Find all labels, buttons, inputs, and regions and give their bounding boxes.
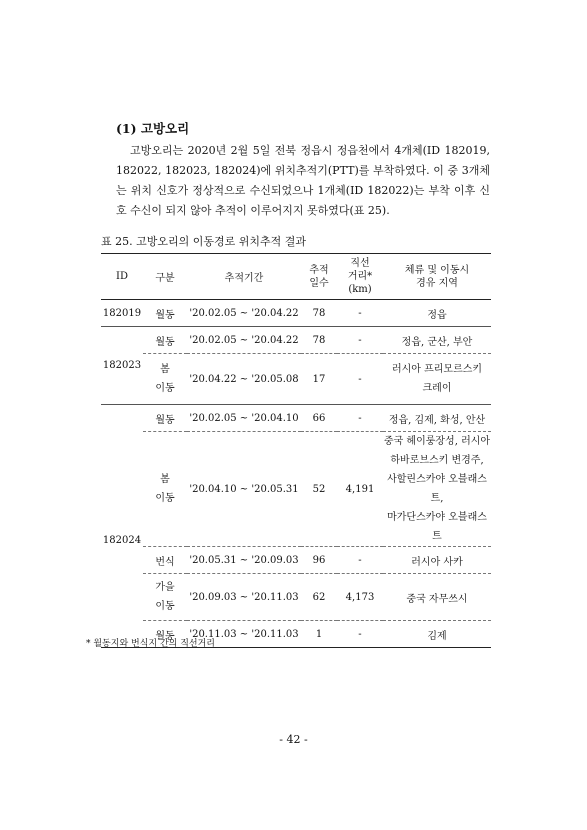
period-end: '20.04.22 [251, 307, 299, 319]
period-start: '20.11.03 [189, 628, 237, 640]
region-line: 마가단스카야 오블래스트 [387, 512, 487, 542]
body-paragraph: 고방오리는 2020년 2월 5일 전북 정읍시 정읍천에서 4개체(ID 182019, 182022, 182023, 182024)에 위치추적기(PTT)를 부착하였다. 이 중 3개체는 위치 신호가 정상적으로 수신되었으나 1개체(ID 182022)는 부착 이후 신호 수신이 되지 않아 추적이 이루어지지 못하였다(표 25). [116, 144, 490, 217]
distance-cell: 4,173 [337, 574, 383, 621]
header-period: 추적기간 [224, 273, 264, 284]
type-cell: 월동 [155, 414, 175, 426]
type-cell: 월동 [143, 621, 187, 648]
region-cell: 정읍 [427, 309, 447, 321]
period-end: '20.05.31 [251, 483, 299, 495]
distance-cell: - [358, 412, 362, 424]
region-cell [383, 354, 491, 405]
region-cell: 김제 [383, 621, 491, 648]
period-cell [187, 354, 301, 405]
distance-cell: - [358, 307, 362, 319]
header-distance [337, 254, 383, 300]
period-cell [187, 327, 301, 354]
id-cell: 182024 [102, 534, 142, 546]
tracking-results-table [101, 253, 491, 648]
type-cell [143, 354, 187, 405]
period-end: '20.11.03 [251, 628, 299, 640]
table-row [101, 327, 491, 354]
type-line: 이동 [155, 601, 175, 612]
header-distance-line: (km) [348, 284, 372, 295]
type-cell [143, 432, 187, 547]
period-cell [187, 574, 301, 621]
period-start: '20.02.05 [189, 334, 237, 346]
id-cell: 182023 [102, 360, 142, 371]
period-start: '20.02.05 [189, 412, 237, 424]
type-cell: 월동 [155, 336, 175, 348]
distance-cell: - [337, 354, 383, 405]
period-start: '20.04.22 [189, 373, 237, 385]
distance-cell: 4,191 [337, 432, 383, 547]
header-region-line: 경유 지역 [416, 277, 458, 289]
region-line: 중국 헤이룽장성, 러시아 [383, 436, 491, 447]
region-cell: 정읍, 군산, 부안 [401, 336, 473, 348]
days-cell: 96 [301, 547, 337, 574]
period-cell [187, 547, 301, 574]
period-start: '20.04.10 [189, 483, 237, 495]
region-cell: 정읍, 김제, 화성, 안산 [388, 414, 486, 426]
days-cell: 78 [312, 307, 326, 319]
region-cell: 중국 자무쓰시 [383, 574, 491, 621]
page-number: - 42 - [279, 733, 308, 746]
distance-cell: - [358, 334, 362, 346]
period-end: '20.05.08 [251, 373, 299, 385]
period-end: '20.04.22 [251, 334, 299, 346]
period-end: '20.04.10 [251, 412, 299, 424]
period-start: '20.05.31 [189, 554, 237, 566]
table-caption: 표 25. 고방오리의 이동경로 위치추적 결과 [101, 235, 306, 248]
period-start: '20.09.03 [189, 591, 237, 603]
type-cell: 월동 [155, 309, 175, 321]
table-footnote: * 월동지와 번식지 간의 직선거리 [86, 639, 215, 649]
type-line: 이동 [155, 383, 175, 394]
period-separator: ~ [239, 334, 249, 346]
region-cell [383, 432, 491, 547]
period-separator: ~ [239, 628, 249, 640]
table-row [101, 547, 491, 574]
days-cell: 1 [301, 621, 337, 648]
header-region-line: 체류 및 이동시 [404, 264, 470, 276]
table-row [101, 574, 491, 621]
type-cell: 번식 [143, 547, 187, 574]
type-cell [143, 574, 187, 621]
region-line: 하바로브스키 변경주, [390, 455, 484, 466]
distance-cell: - [337, 621, 383, 648]
table-row [101, 354, 491, 405]
header-id: ID [116, 271, 128, 282]
days-cell: 62 [301, 574, 337, 621]
period-separator: ~ [239, 412, 249, 424]
type-line: 이동 [155, 493, 175, 504]
period-cell [187, 432, 301, 547]
header-distance-line: 직선 [350, 258, 370, 269]
header-days-line: 추적 [309, 264, 329, 276]
region-line: 사할린스카야 오블래스트, [387, 474, 487, 504]
table-header-row [101, 254, 491, 300]
period-end: '20.11.03 [251, 591, 299, 603]
distance-cell: - [337, 547, 383, 574]
days-cell: 52 [301, 432, 337, 547]
days-cell: 17 [301, 354, 337, 405]
region-line: 러시아 프리모르스키 [391, 364, 483, 375]
header-days [301, 254, 337, 300]
type-line: 가을 [155, 582, 175, 593]
period-start: '20.02.05 [189, 307, 237, 319]
period-separator: ~ [239, 554, 249, 566]
id-cell: 182019 [102, 307, 142, 319]
region-line: 크레이 [422, 383, 452, 394]
table-row [101, 405, 491, 432]
days-cell: 66 [312, 412, 326, 424]
type-line: 봄 [160, 364, 170, 375]
type-line: 봄 [160, 474, 170, 485]
days-cell: 78 [312, 334, 326, 346]
table-row [101, 300, 491, 327]
period-end: '20.09.03 [251, 554, 299, 566]
period-cell [187, 405, 301, 432]
period-separator: ~ [239, 483, 249, 495]
section-title: (1) 고방오리 [116, 121, 190, 136]
header-region [383, 254, 491, 300]
region-cell: 러시아 사카 [383, 547, 491, 574]
period-separator: ~ [239, 373, 249, 385]
header-distance-line: 거리* [347, 271, 373, 282]
period-separator: ~ [239, 591, 249, 603]
header-type: 구분 [155, 273, 175, 284]
period-separator: ~ [239, 307, 249, 319]
period-cell [187, 300, 301, 327]
header-days-line: 일수 [309, 277, 329, 289]
table-row [101, 432, 491, 547]
